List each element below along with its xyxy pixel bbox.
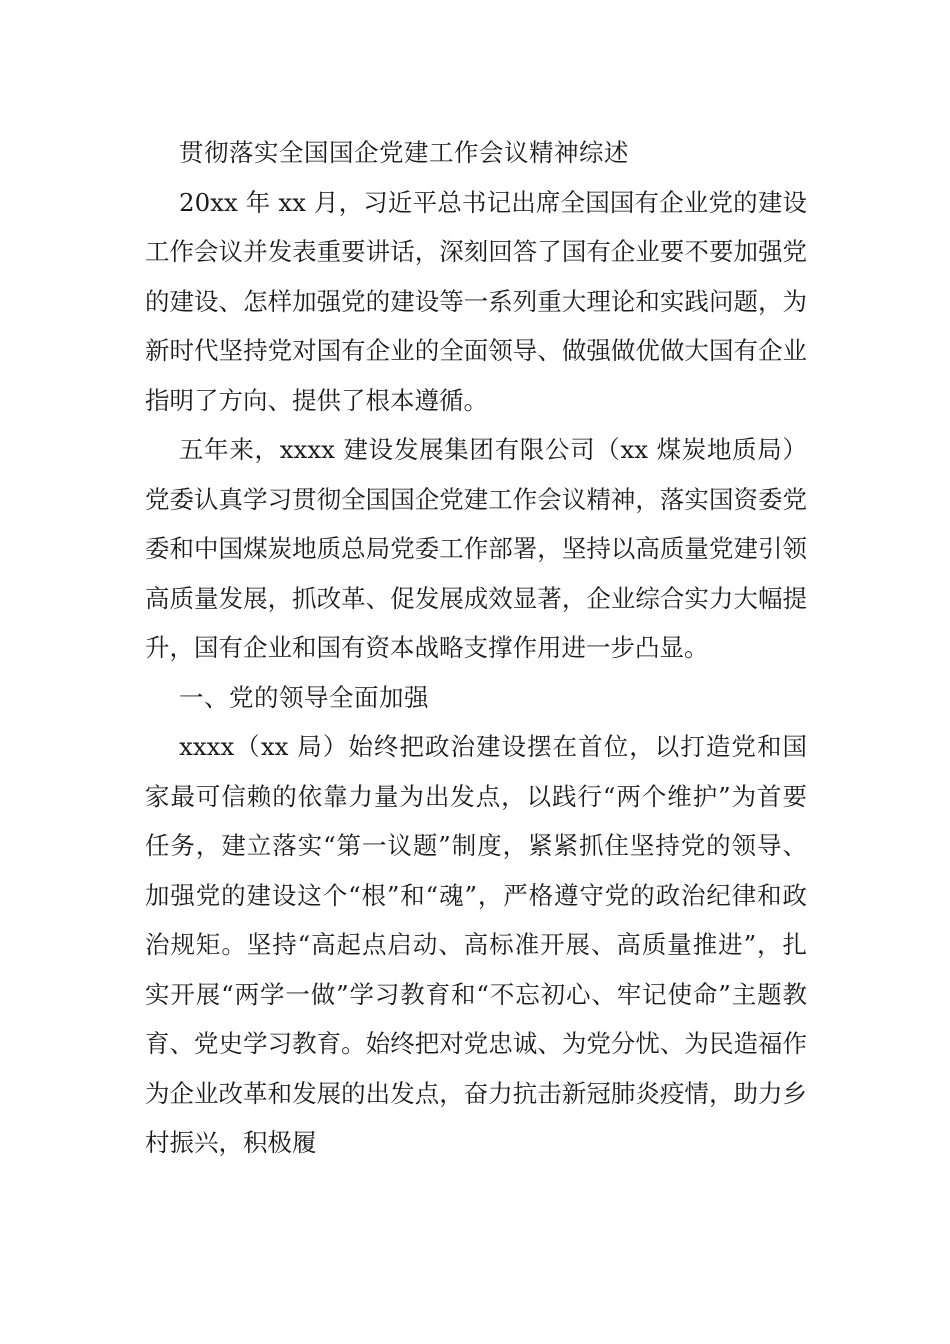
- section-paragraph: xxxx（xx 局）始终把政治建设摆在首位，以打造党和国家最可信赖的依靠力量为出发点，以践行“两个维护”为首要任务，建立落实“第一议题”制度，紧紧抓住坚持党的领导、加强党的建设这个“根”和“魂”，严格遵守党的政治纪律和政治规矩。坚持“高起点启动、高标准开展、高质量推进”，扎实开展“两学一做”学习教育和“不忘初心、牢记使命”主题教育、党史学习教育。始终把对党忠诚、为党分忧、为民造福作为企业改革和发展的出发点，奋力抗击新冠肺炎疫情，助力乡村振兴，积极履: [145, 732, 807, 1157]
- summary-paragraph: 五年来，xxxx 建设发展集团有限公司（xx 煤炭地质局）党委认真学习贯彻全国国企党建工作会议精神，落实国资委党委和中国煤炭地质总局党委工作部署，坚持以高质量党建引领高质量发展，抓改革、促发展成效显著，企业综合实力大幅提升，国有企业和国有资本战略支撑作用进一步凸显。: [145, 435, 807, 662]
- document-title: 贯彻落实全国国企党建工作会议精神综述: [179, 138, 629, 167]
- document-page: [145, 128, 807, 1168]
- section-heading: 一、党的领导全面加强: [179, 682, 429, 712]
- intro-paragraph: 20xx 年 xx 月，习近平总书记出席全国国有企业党的建设工作会议并发表重要讲话，深刻回答了国有企业要不要加强党的建设、怎样加强党的建设等一系列重大理论和实践问题，为新时代坚持党对国有企业的全面领导、做强做优做大国有企业指明了方向、提供了根本遵循。: [145, 187, 807, 415]
